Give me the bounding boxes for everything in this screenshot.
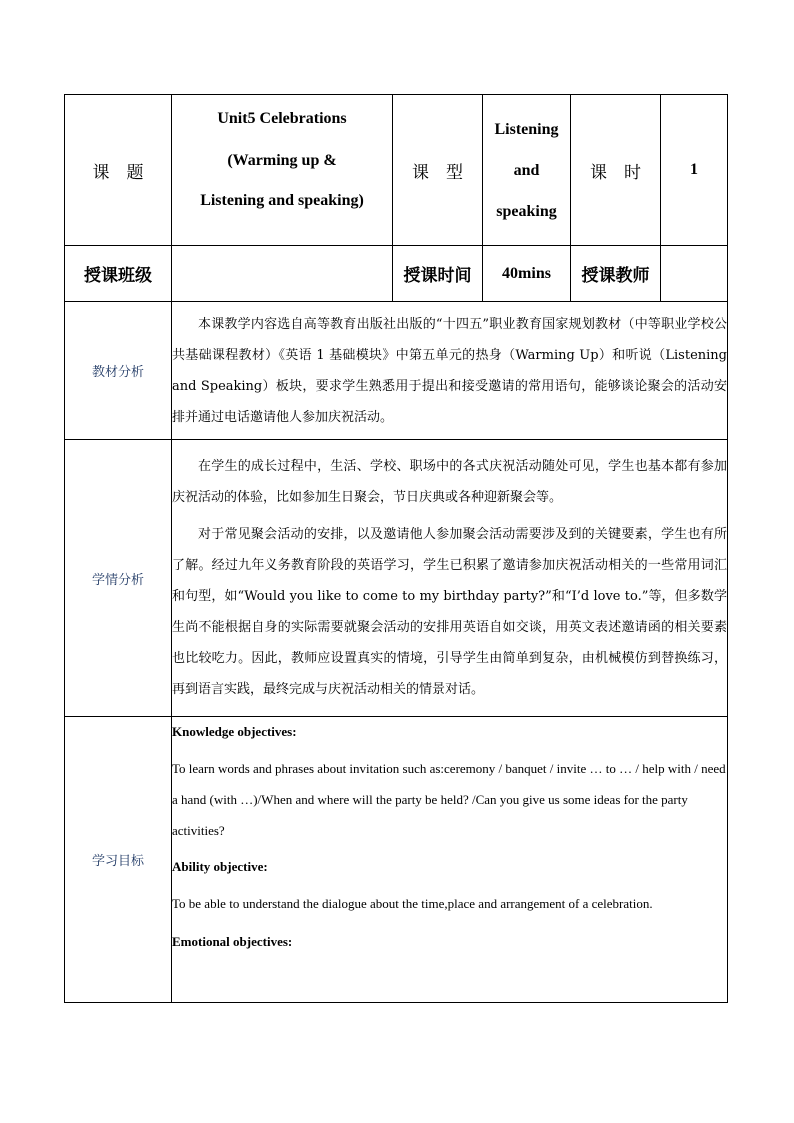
objectives-row [65,717,728,1003]
topic-value [172,95,393,246]
students-para-1: 在学生的成长过程中，生活、学校、职场中的各式庆祝活动随处可见，学生也基本都有参加庆祝活动的体验，比如参加生日聚会，节日庆典或各种迎新聚会等。 [172,459,727,505]
time-label: 授课时间 [393,246,483,302]
period-value: 1 [661,95,728,246]
header-row [65,95,728,246]
ability-text: To be able to understand the dialogue about the time,place and arrangement of a celebration. [172,896,653,911]
type-label: 课 型 [393,95,483,246]
textbook-row [65,302,728,440]
time-value: 40mins [483,246,571,302]
topic-line-2: (Warming up & [227,152,337,169]
topic-line-1: Unit5 Celebrations [217,110,347,127]
students-label: 学情分析 [65,440,172,717]
teacher-label: 授课教师 [571,246,661,302]
class-value [172,246,393,302]
objectives-label: 学习目标 [65,717,172,1003]
lesson-plan-table [64,94,728,1003]
students-row [65,440,728,717]
students-para-2: 对于常见聚会活动的安排，以及邀请他人参加聚会活动需要涉及到的关键要素，学生也有所了解。经过九年义务教育阶段的英语学习，学生已积累了邀请参加庆祝活动相关的一些常用词汇和句型，如“Would you like to come to my birthday party?”和“I’d love to.”等，但多数学生尚不能根据自身的实际需要就聚会活动的安排用英语自如交谈，用英文表述邀请函的相关要素也比较吃力。因此，教师应设置真实的情境，引导学生由简单到复杂，由机械模仿到替换练习，再到语言实践，最终完成与庆祝活动相关的情景对话。 [172,527,727,697]
type-value [483,95,571,246]
emotional-title: Emotional objectives: [172,934,293,949]
knowledge-text: To learn words and phrases about invitation such as:ceremony / banquet / invite … to … / help with / need a hand (with …)/When and where will the party be held? /Can you give us some ideas for the party activities? [172,761,726,838]
textbook-text: 本课教学内容选自高等教育出版社出版的“十四五”职业教育国家规划教材（中等职业学校公共基础课程教材）《英语 1 基础模块》中第五单元的热身（Warming Up）和听说（Listening and Speaking）板块，要求学生熟悉用于提出和接受邀请的常用语句，能够谈论聚会的活动安排并通过电话邀请他人参加庆祝活动。 [172,316,727,425]
info-row [65,246,728,302]
topic-label: 课 题 [65,95,172,246]
type-line-1: Listening [494,120,559,138]
objectives-content [172,717,728,1003]
period-label: 课 时 [571,95,661,246]
ability-title: Ability objective: [172,859,268,874]
knowledge-title: Knowledge objectives: [172,724,297,739]
students-content [172,440,728,717]
type-line-2: and [513,161,540,179]
teacher-value [661,246,728,302]
textbook-label: 教材分析 [65,302,172,440]
topic-line-3: Listening and speaking) [200,192,364,209]
class-label: 授课班级 [65,246,172,302]
type-line-3: speaking [496,202,557,220]
textbook-content [172,302,728,440]
